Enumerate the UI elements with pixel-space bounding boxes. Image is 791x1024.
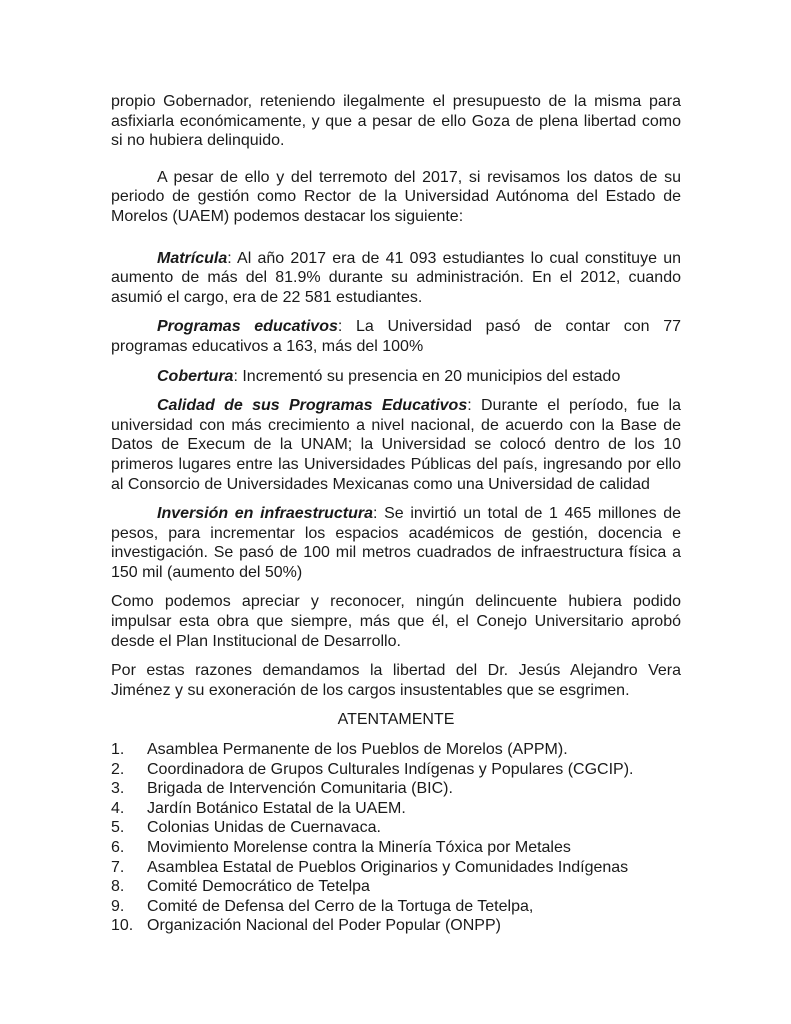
- paragraph-programas-educativos: [111, 317, 681, 356]
- signatory-item: [111, 740, 681, 760]
- signatory-name: Asamblea Estatal de Pueblos Originarios y Comunidades Indígenas: [147, 858, 629, 876]
- signatory-number: 3.: [111, 780, 125, 798]
- signatory-name: Asamblea Permanente de los Pueblos de Morelos (APPM).: [147, 741, 568, 759]
- paragraph-governor-budget: propio Gobernador, reteniendo ilegalmente el presupuesto de la misma para asfixiarla económicamente, y que a pesar de ello Goza de plena libertad como si no hubiera delinquido.: [111, 93, 681, 150]
- text-calidad: : Durante el período, fue la universidad con más crecimiento a nivel nacional, de acuerdo con la Base de Datos de Execum de la UNAM; la Universidad se colocó dentro de los 10 primeros lugares entre las Universidades Públicas del país, ingresando por ello al Consorcio de Universidades Mexicanas como una Universidad de calidad: [111, 397, 682, 493]
- signatory-item: [111, 760, 681, 780]
- signatory-name: Comité de Defensa del Cerro de la Tortuga de Tetelpa,: [147, 897, 534, 915]
- label-programas-educativos: Programas educativos: [157, 318, 338, 336]
- paragraph-calidad: [111, 396, 681, 494]
- label-inversion: Inversión en infraestructura: [157, 505, 374, 523]
- text-cobertura: : Incrementó su presencia en 20 municipios del estado: [233, 367, 621, 385]
- signatory-number: 4.: [111, 799, 125, 817]
- text-inversion: : Se invirtió un total de 1 465 millones de pesos, para incrementar los espacios académicos de gestión, docencia e investigación. Se pasó de 100 mil metros cuadrados de infraestructura física a 150 mil (aumento del 50%): [111, 505, 682, 581]
- signatory-number: 2.: [111, 760, 125, 778]
- signatory-name: Brigada de Intervención Comunitaria (BIC).: [147, 780, 453, 798]
- signatory-number: 7.: [111, 858, 125, 876]
- signatory-item: [111, 877, 681, 897]
- document-page: [111, 92, 681, 936]
- signatory-item: [111, 838, 681, 858]
- text-matricula: : Al año 2017 era de 41 093 estudiantes lo cual constituye un aumento de más del 81.9% durante su administración. En el 2012, cuando asumió el cargo, era de 22 581 estudiantes.: [111, 249, 681, 306]
- signatory-name: Movimiento Morelense contra la Minería Tóxica por Metales: [147, 839, 571, 856]
- signatory-number: 5.: [111, 819, 125, 837]
- closing-atentamente: ATENTAMENTE: [337, 711, 455, 729]
- signatory-item: [111, 858, 681, 878]
- signatory-item: [111, 818, 681, 838]
- signatory-name: Colonias Unidas de Cuernavaca.: [147, 819, 381, 837]
- signatory-item: [111, 916, 681, 936]
- signatory-name: Organización Nacional del Poder Popular (ONPP): [147, 917, 501, 935]
- paragraph-inversion: [111, 504, 681, 582]
- signatory-number: 6.: [111, 839, 125, 856]
- signatory-number: 8.: [111, 878, 125, 896]
- signatory-number: 9.: [111, 897, 125, 915]
- paragraph-matricula: [111, 249, 681, 308]
- label-calidad: Calidad de sus Programas Educativos: [157, 397, 468, 415]
- signatory-item: [111, 779, 681, 799]
- paragraph-cobertura: [111, 367, 681, 387]
- signatory-item: [111, 799, 681, 819]
- label-cobertura: Cobertura: [157, 367, 234, 385]
- signatory-number: 10.: [111, 917, 134, 935]
- paragraph-demand: Por estas razones demandamos la libertad del Dr. Jesús Alejandro Vera Jiménez y su exoneración de los cargos insustentables que se esgrimen.: [111, 662, 681, 699]
- signatories-list: [111, 740, 681, 936]
- signatory-name: Coordinadora de Grupos Culturales Indígenas y Populares (CGCIP).: [147, 760, 634, 778]
- signatory-number: 1.: [111, 741, 125, 759]
- label-matricula: Matrícula: [157, 249, 228, 267]
- signatory-name: Comité Democrático de Tetelpa: [147, 878, 370, 896]
- signatory-item: [111, 897, 681, 917]
- paragraph-conclusion: Como podemos apreciar y reconocer, ningún delincuente hubiera podido impulsar esta obra que siempre, más que él, el Conejo Universitario aprobó desde el Plan Institucional de Desarrollo.: [111, 593, 681, 650]
- text-programas-educativos: : La Universidad pasó de contar con 77 programas educativos a 163, más del 100%: [111, 318, 681, 355]
- signatory-name: Jardín Botánico Estatal de la UAEM.: [147, 799, 406, 817]
- paragraph-rector-intro: A pesar de ello y del terremoto del 2017, si revisamos los datos de su periodo de gestión como Rector de la Universidad Autónoma del Estado de Morelos (UAEM) podemos destacar los siguiente:: [111, 168, 681, 225]
